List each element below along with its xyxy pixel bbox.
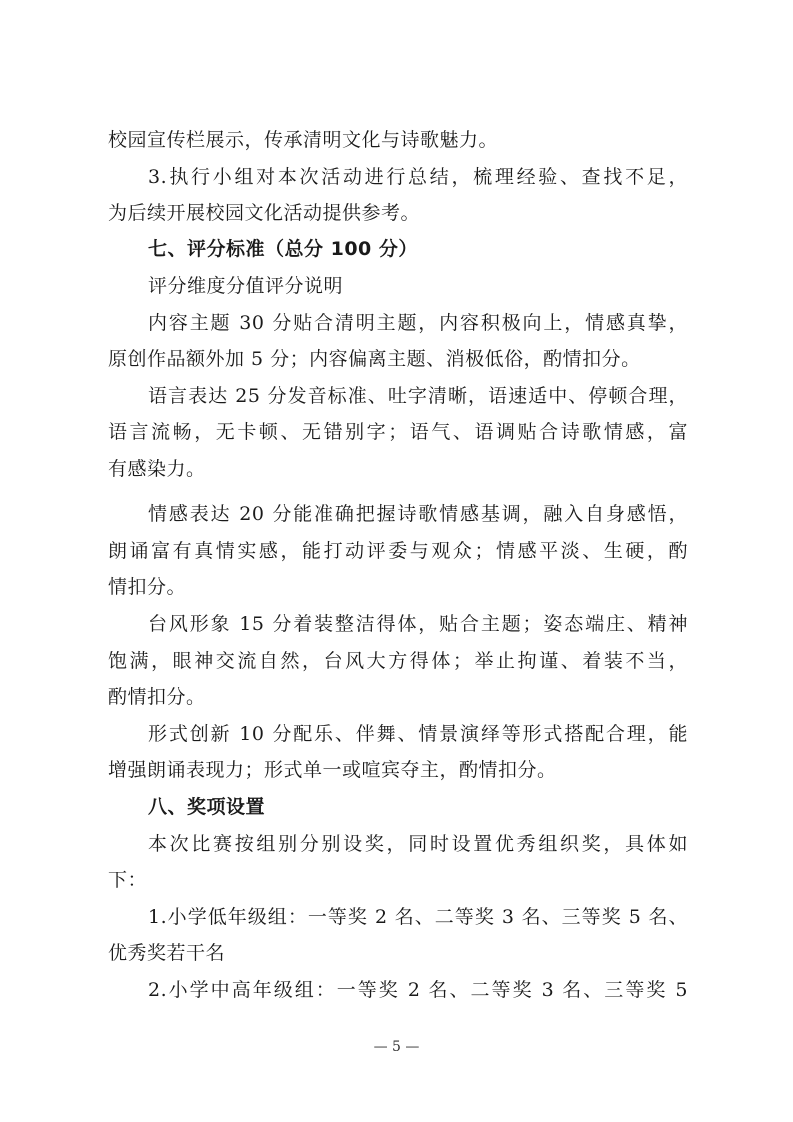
paragraph-line: 情扣分。 xyxy=(108,576,187,598)
paragraph-line: 2.小学中高年级组：一等奖 2 名、二等奖 3 名、三等奖 5 xyxy=(148,979,688,1001)
paragraph-line: 优秀奖若干名 xyxy=(108,942,226,964)
paragraph-line: 为后续开展校园文化活动提供参考。 xyxy=(108,202,421,224)
paragraph-line: 评分维度分值评分说明 xyxy=(148,275,344,297)
paragraph-line: 下： xyxy=(108,869,148,891)
paragraph-line: 饱满，眼神交流自然，台风大方得体；举止拘谨、着装不当， xyxy=(108,650,688,672)
paragraph-line: 语言流畅，无卡顿、无错别字；语气、语调贴合诗歌情感，富 xyxy=(108,421,688,443)
paragraph-line: 形式创新 10 分配乐、伴舞、情景演绎等形式搭配合理，能 xyxy=(148,723,688,745)
paragraph-line: 3.执行小组对本次活动进行总结，梳理经验、查找不足， xyxy=(148,166,688,188)
paragraph-line: 本次比赛按组别分别设奖，同时设置优秀组织奖，具体如 xyxy=(148,833,688,855)
paragraph-line: 内容主题 30 分贴合清明主题，内容积极向上，情感真挚， xyxy=(148,312,688,334)
paragraph-line: 校园宣传栏展示，传承清明文化与诗歌魅力。 xyxy=(108,129,499,151)
paragraph-line: 1.小学低年级组：一等奖 2 名、二等奖 3 名、三等奖 5 名、 xyxy=(148,906,688,928)
paragraph-line: 增强朗诵表现力；形式单一或喧宾夺主，酌情扣分。 xyxy=(108,759,557,781)
paragraph-line: 台风形象 15 分着装整洁得体，贴合主题；姿态端庄、精神 xyxy=(148,613,688,635)
paragraph-line: 原创作品额外加 5 分；内容偏离主题、消极低俗，酌情扣分。 xyxy=(108,348,641,370)
paragraph-line: 有感染力。 xyxy=(108,458,206,480)
paragraph-line: 酌情扣分。 xyxy=(108,686,206,708)
paragraph-line: 情感表达 20 分能准确把握诗歌情感基调，融入自身感悟， xyxy=(148,503,688,525)
section-heading-awards: 八、奖项设置 xyxy=(148,796,266,818)
paragraph-line: 语言表达 25 分发音标准、吐字清晰，语速适中、停顿合理， xyxy=(148,385,688,407)
page-number: — 5 — xyxy=(373,1039,420,1055)
section-heading-scoring: 七、评分标准（总分 100 分） xyxy=(148,238,418,260)
paragraph-line: 朗诵富有真情实感，能打动评委与观众；情感平淡、生硬，酌 xyxy=(108,540,688,562)
